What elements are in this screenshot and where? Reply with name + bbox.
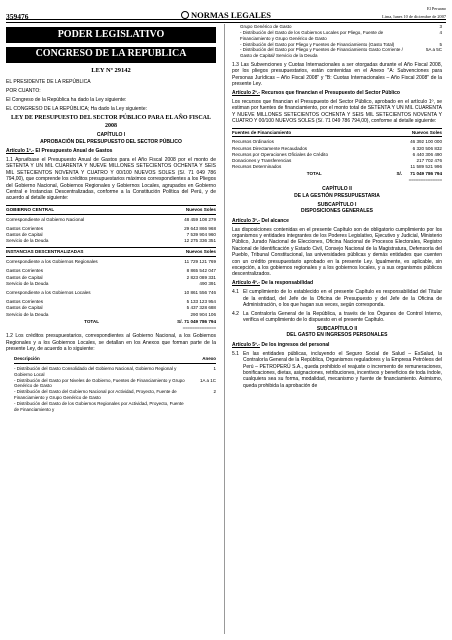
table-row: Gastos de Capital 2 823 089 331: [6, 274, 216, 280]
table-header: GOBIERNO CENTRAL Nuevos Soles: [6, 205, 216, 215]
chapter-2: CAPÍTULO II: [322, 186, 352, 193]
subchapter-1: SUBCAPÍTULO I: [317, 201, 357, 208]
congreso-banner: CONGRESO DE LA REPUBLICA: [6, 47, 216, 63]
subchapter-2: SUBCAPÍTULO II: [316, 326, 358, 333]
table-row: Recursos Directamente Recaudados 6 320 506 832: [232, 145, 442, 151]
poder-legislativo-banner: PODER LEGISLATIVO: [6, 27, 216, 43]
article-4-1: 4.1 El cumplimiento de lo establecido en el presente Capítulo es responsabilidad del Titular de la entidad, del Jefe de la Oficina de Presupuesto y del Jefe de la Oficina de Administración, o los que hagan sus veces, según corresponda.: [232, 289, 442, 308]
annex-row: - Distribución del Gasto de los Gobiernos Regionales por Actividad, Proyecto, Fuente de Financiamiento y: [14, 400, 184, 412]
annex-header: Descripción Anexo: [14, 355, 216, 364]
table-row: Correspondiente a los Gobiernos Regionales 11 729 121 769: [6, 259, 216, 265]
article-1-title: El Presupuesto Anual de Gastos: [35, 148, 113, 155]
article-2-label: Artículo 2º.-: [232, 90, 260, 97]
left-column: [6, 24, 216, 634]
table-separator: ==============: [182, 324, 216, 330]
annex-row: - Distribución del Gasto por Pliego y Fuentes de Financiamiento Gasto Corriente / Gasto de Capital/ Servicio de la Deuda 5A a 5C: [240, 47, 442, 59]
annex-row: - Distribución del Gasto de los Gobiernos Locales por Pliego, Fuente de Financiamiento y Grupo Genérico de Gasto 4: [240, 29, 442, 41]
table-row: Gastos Corrientes 5 133 123 954: [6, 299, 216, 305]
annex-table: [14, 355, 216, 413]
article-2-heading: [232, 90, 442, 96]
page-number: 359476: [6, 12, 29, 21]
header-rule-thin: [6, 22, 446, 23]
annex-table-continued: [240, 24, 442, 59]
annex-row: - Distribución del Gasto Consolidado del Gobierno Nacional, Gobierno Regional y Gobierno Local 1: [14, 365, 216, 377]
section-title-text: NORMAS LEGALES: [190, 10, 272, 20]
article-4-label: Artículo 4º.-: [232, 280, 260, 287]
chapter-1-title: APROBACIÓN DEL PRESUPUESTO DEL SECTOR PÚBLICO: [40, 138, 182, 145]
table-row: Recursos por Operaciones Oficiales de Crédito 6 440 306 490: [232, 151, 442, 157]
article-5-heading: [232, 342, 442, 348]
table-row: Gastos Corrientes 8 865 542 047: [6, 268, 216, 274]
table-row: Correspondiente a los Gobiernos Locales 10 861 556 746: [6, 289, 216, 295]
article-5-1: 5.1 En las entidades públicas, incluyendo el Seguro Social de Salud – EsSalud, la Contraloría General de la República, Organismos reguladores y la Empresa Petróleos del Perú – PETROPERÚ S.A., queda prohibido el reajuste o incremento de remuneraciones, bonificaciones, dietas, asignaciones, retribuciones, incentivos y beneficios de toda índole, cualquiera sea su forma, modalidad, mecanismo y fuente de financiamiento. Asimismo, queda prohibida la aprobación de: [232, 350, 442, 389]
chapter-2-title: DE LA GESTIÓN PRESUPUESTARIA: [294, 192, 380, 199]
table-row: Recursos Ordinarios 46 392 100 000: [232, 139, 442, 145]
law-title: LEY DE PRESUPUESTO DEL SECTOR PÚBLICO PARA EL AÑO FISCAL 2008: [11, 114, 211, 129]
presidente-line: EL PRESIDENTE DE LA REPÚBLICA: [6, 78, 91, 85]
law-number: LEY Nº 29142: [91, 66, 131, 74]
table-separator: ==============: [408, 177, 442, 183]
article-1-label: Artículo 1º.-: [6, 148, 34, 155]
table-row: Gastos de Capital 5 437 328 688: [6, 305, 216, 311]
article-1-2: 1.2 Los créditos presupuestarios, correspondientes al Gobierno Nacional, a los Gobiernos Regionales y a los Gobiernos Locales, se detallan en los Anexos que forman parte de la presente Ley, de acuerdo a lo siguiente:: [6, 333, 216, 353]
column-divider: [224, 24, 225, 634]
table-row: Gastos de Capital 7 539 904 960: [6, 231, 216, 237]
annex-row: - Distribución del Gasto por Pliego y Fuentes de Financiamiento (Gasto Total) 5: [240, 41, 442, 47]
article-3-body: Las disposiciones contenidas en el presente Capítulo son de obligatorio cumplimiento por los organismos y entidades integrantes de los Poderes Legislativo, Ejecutivo y Judicial, Ministerio Público, Jurado Nacional de Elecciones, Oficina Nacional de Procesos Electorales, Registro Nacional de Identificación y Estado Civil, Consejo Nacional de la Magistratura, Defensoría del Pueblo, Tribunal Constitucional, las universidades públicas y demás entidades que cuenten con un crédito presupuestario aprobado en la presente Ley. Igualmente, es aplicable, sin excepción, a los gobiernos regionales y a los gobiernos locales, y a sus organismos públicos descentralizados.: [232, 226, 442, 278]
article-2-body: Los recursos que financian el Presupuesto del Sector Público, aprobado en el artículo 1º, se estiman por fuentes de financiamiento, por el monto total de SETENTA Y UN MIL CUARENTA Y NUEVE MILLONES SETECIENTOS OCHENTA Y SEIS MIL SETECIENTOS NOVENTA Y CUATRO Y 00/100 NUEVOS SOLES (S/. 71 049 786 794,00), conforme al detalle siguiente:: [232, 99, 442, 125]
table-header: Fuentes de Financiamiento Nuevos Soles: [232, 128, 442, 138]
annex-row: - Distribución del Gasto del Gobierno Nacional por Actividad, Proyecto, Fuente de Financiamiento y Grupo Genérico de Gasto 2: [14, 389, 216, 401]
table-row: Servicio de la Deuda 490 391: [6, 280, 216, 286]
table-total: TOTAL S/. 71 049 786 794: [306, 171, 442, 177]
table-total: TOTAL S/. 71 049 786 794: [84, 318, 216, 324]
article-4-title: De la responsabilidad: [261, 280, 314, 287]
right-column: [232, 24, 442, 634]
columns: [6, 24, 446, 634]
publication-date: Lima, lunes 10 de diciembre de 2007: [382, 13, 446, 19]
article-1-3: 1.3 Las Subvenciones y Cuotas Internacionales a ser otorgadas durante el Año Fiscal 2008, por los pliegos presupuestarios, están contenidas en el Anexo "A: Subvenciones para Personas Jurídicas – Año Fiscal 2008" y "B: Cuotas Internacionales – Año Fiscal 2008" de la presente Ley.: [232, 62, 442, 88]
subchapter-2-title: DEL GASTO EN INGRESOS PERSONALES: [286, 332, 388, 339]
article-2-title: Recursos que financian el Presupuesto del Sector Público: [261, 90, 400, 97]
article-1-1: 1.1 Apruébase el Presupuesto Anual de Gastos para el Año Fiscal 2008 por el monto de SETENTA Y UN MIL CUARENTA Y NUEVE MILLONES SETECIENTOS OCHENTA Y SEIS MIL SETECIENTOS NOVENTA Y CUATRO Y 00/100 NUEVOS SOLES (S/. 71 049 786 794,00), que comprende los créditos presupuestarios máximos correspondientes a los Pliegos del Gobierno Nacional, Gobiernos Regionales y Gobiernos Locales, agrupados en Gobierno Central e Instancias Descentralizadas, conforme a la Constitución Política del Perú, y de acuerdo al detalle siguiente:: [6, 156, 216, 202]
article-4-heading: [232, 280, 442, 286]
masthead: [6, 6, 446, 21]
article-5-title: De los ingresos del personal: [261, 341, 330, 348]
article-1-heading: [6, 148, 216, 154]
article-3-title: Del alcance: [261, 217, 289, 224]
annex-row: - Distribución del Gasto por Niveles de Gobierno, Fuentes de Financiamiento y Grupo Genérico de Gasto 1A a 1C: [14, 377, 216, 389]
congreso-line-2: EL CONGRESO DE LA REPÚBLICA; Ha dado la Ley siguiente:: [6, 105, 147, 112]
budget-table: [6, 205, 216, 331]
national-seal-icon: [181, 11, 189, 19]
newspaper-name: El Peruano: [427, 6, 446, 11]
table-header: INSTANCIAS DESCENTRALIZADAS Nuevos Soles: [6, 247, 216, 257]
header-rule: [6, 19, 446, 20]
table-row: Gastos Corrientes 29 643 866 968: [6, 225, 216, 231]
article-3-heading: [232, 218, 442, 224]
article-4-2: 4.2 La Contraloría General de la República, a través de los Órganos de Control Interno, verifica el cumplimiento de lo dispuesto en el presente Capítulo.: [232, 310, 442, 324]
article-5-label: Artículo 5º.-: [232, 341, 260, 348]
por-cuanto: POR CUANTO:: [6, 87, 41, 94]
subchapter-1-title: DISPOSICIONES GENERALES: [301, 208, 373, 215]
congreso-line-1: El Congreso de la República ha dado la Ley siguiente:: [6, 96, 127, 103]
article-3-label: Artículo 3º.-: [232, 217, 260, 224]
table-row: Donaciones y Transferencias 217 702 476: [232, 158, 442, 164]
table-row: Correspondiente al Gobierno Nacional 48 459 108 279: [6, 216, 216, 222]
table-row: Servicio de la Deuda 12 275 336 351: [6, 238, 216, 244]
annex-row: Grupo Genérico de Gasto 3: [240, 24, 442, 29]
table-row: Servicio de la Deuda 290 904 106: [6, 311, 216, 317]
financing-table: [232, 128, 442, 184]
table-row: Recursos Determinados 11 589 521 996: [232, 164, 442, 170]
chapter-1: CAPÍTULO I: [96, 132, 126, 139]
